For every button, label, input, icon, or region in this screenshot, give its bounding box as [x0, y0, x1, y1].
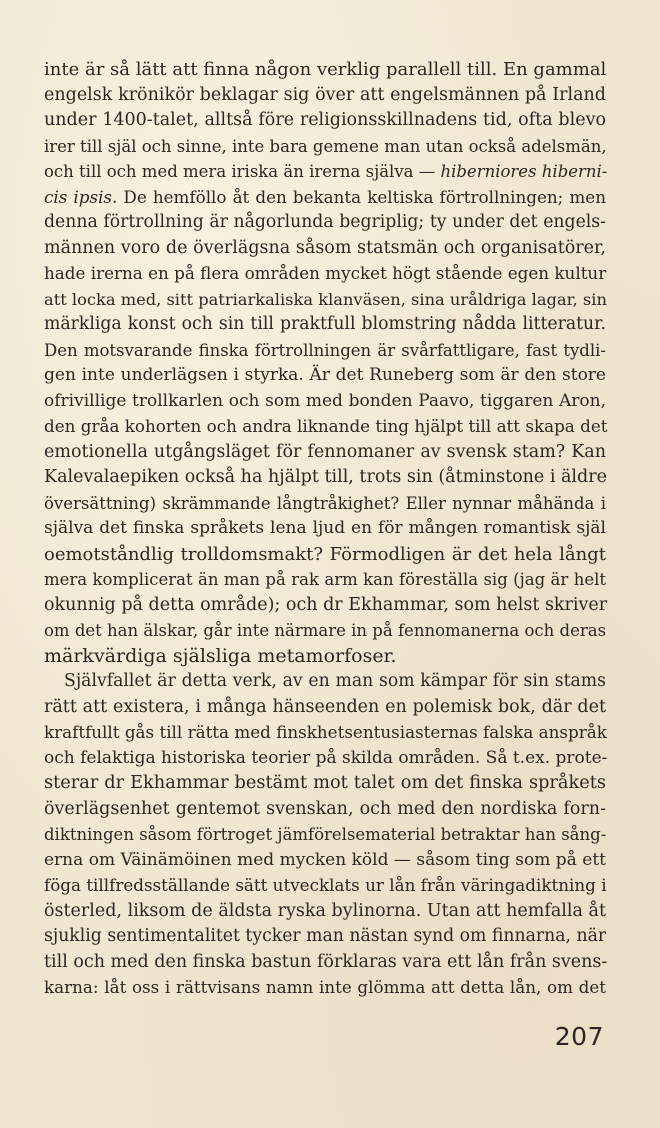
text-line: och felaktiga historiska teorier på skilda områden. Så t.ex. prote-: [44, 747, 608, 768]
text-line: irer till själ och sinne, inte bara gemene man utan också adelsmän,: [44, 136, 607, 156]
text-line: Kalevalaepiken också ha hjälpt till, trots sin (åtminstone i äldre: [44, 467, 607, 487]
text-line: engelsk krönikör beklagar sig över att engelsmännen på Irland: [44, 84, 606, 105]
text-line: denna förtrollning är någorlunda begriplig; ty under det engels-: [44, 212, 606, 232]
text-line: till och med den finska bastun förklaras vara ett lån från svens-: [44, 951, 608, 972]
text-line: männen voro de överlägsna såsom statsmän och organisatörer,: [44, 237, 606, 258]
text-line: att locka med, sitt patriarkaliska klanväsen, sina uråldriga lagar, sin: [44, 289, 607, 309]
body-text: [44, 57, 606, 1001]
italic-latin-phrase: cis ipsis: [44, 186, 113, 207]
text-line: under 1400-talet, alltså före religionsskillnadens tid, ofta blevo: [44, 110, 606, 130]
page-number: 207: [554, 1022, 604, 1051]
text-line: okunnig på detta område); och dr Ekhammar, som helst skriver: [44, 594, 608, 615]
text-line: sjuklig sentimentalitet tycker man nästan synd om finnarna, när: [44, 926, 607, 946]
text-line: inte är så lätt att finna någon verklig parallell till. En gammal: [44, 59, 607, 80]
text-line: oemotståndlig trolldomsmakt? Förmodligen är det hela långt: [44, 543, 606, 565]
text-line: rätt att existera, i många hänseenden en polemisk bok, där det: [44, 696, 606, 717]
text-line: Självfallet är detta verk, av en man som kämpar för sin stams: [64, 671, 606, 691]
text-line: mera komplicerat än man på rak arm kan föreställa sig (jag är helt: [44, 570, 606, 589]
text-line: föga tillfredsställande sätt utvecklats ur lån från väringadiktning i: [44, 875, 607, 895]
text-line: Den motsvarande finska förtrollningen är svårfattligare, fast tydli-: [44, 340, 606, 360]
text-segment: och till och med mera iriska än irerna själva —: [44, 162, 441, 181]
text-line: om det han älskar, går inte närmare in på fennomanerna och deras: [44, 621, 607, 640]
text-line: överlägsenhet gentemot svenskan, och med den nordiska forn-: [44, 798, 606, 819]
text-line: kraftfullt gås till rätta med finskhetsentusiasternas falska anspråk: [44, 722, 607, 742]
text-line: den gråa kohorten och andra liknande ting hjälpt till att skapa det: [44, 416, 608, 436]
text-segment: . De hemföllo åt den bekanta keltiska förtrollningen; men: [112, 186, 606, 207]
text-line: emotionella utgångsläget för fennomaner av svensk stam? Kan: [44, 441, 606, 462]
text-line: ofrivillige trollkarlen och som med bonden Paavo, tiggaren Aron,: [44, 390, 606, 411]
text-line: märkvärdiga själsliga metamorfoser.: [44, 644, 397, 667]
text-line: sterar dr Ekhammar bestämt mot talet om det finska språkets: [44, 773, 606, 793]
text-line: österled, liksom de äldsta ryska bylinorna. Utan att hemfalla åt: [44, 900, 606, 921]
text-line: översättning) skrämmande långtråkighet? Eller nynnar måhända i: [44, 493, 606, 513]
text-line: gen inte underlägsen i styrka. Är det Runeberg som är den store: [44, 365, 606, 385]
text-line: karna: låt oss i rättvisans namn inte glömma att detta lån, om det: [44, 977, 606, 997]
italic-latin-phrase: hiberniores hiberni-: [440, 162, 608, 181]
text-line: diktningen såsom förtroget jämförelsematerial betraktar han sång-: [44, 825, 607, 844]
text-line: märkliga konst och sin till praktfull blomstring nådda litteratur.: [44, 314, 606, 334]
text-line: själva det finska språkets lena ljud en för mången romantisk själ: [44, 518, 606, 538]
text-line: [44, 185, 606, 211]
text-line: hade irerna en på flera områden mycket högt stående egen kultur: [44, 263, 607, 283]
text-line: erna om Väinämöinen med mycken köld — såsom ting som på ett: [44, 849, 606, 870]
text-line: [44, 159, 606, 185]
